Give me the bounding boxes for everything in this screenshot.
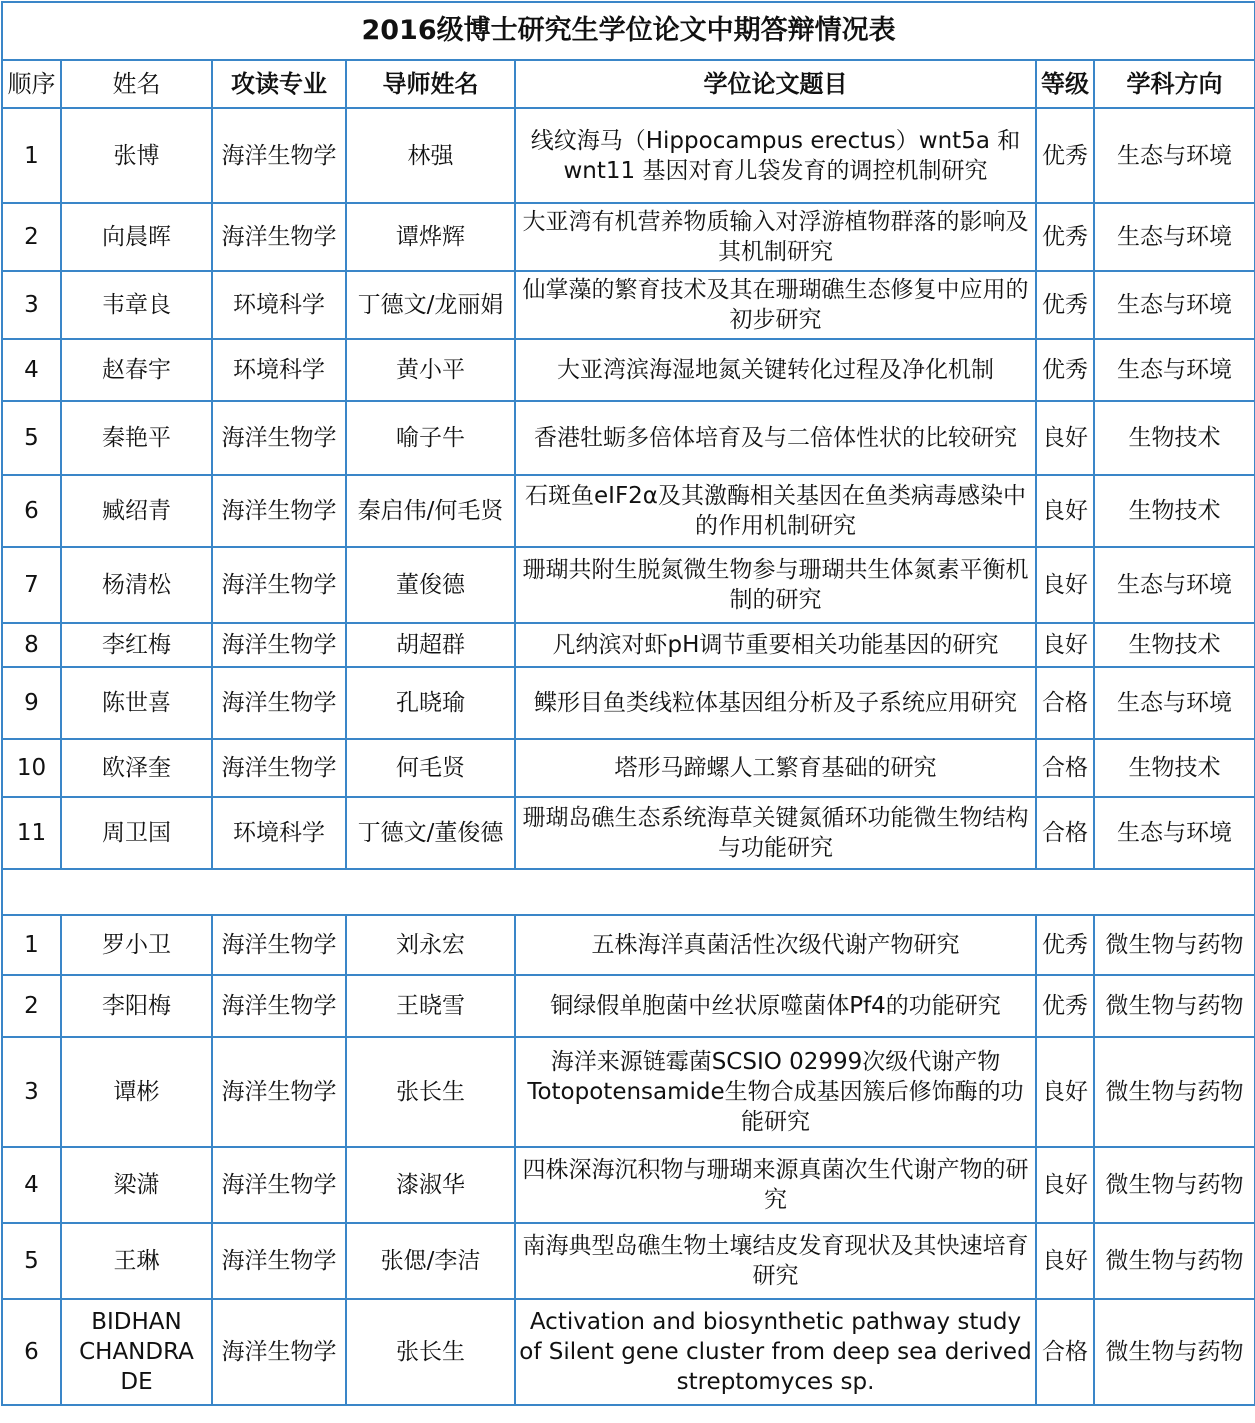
cell-no: 8 xyxy=(2,623,61,667)
table-row xyxy=(2,547,1255,623)
cell-grade: 良好 xyxy=(1036,1147,1094,1223)
cell-topic: 鲽形目鱼类线粒体基因组分析及子系统应用研究 xyxy=(515,667,1036,739)
cell-advisor: 黄小平 xyxy=(346,339,515,401)
group-separator xyxy=(2,869,1255,915)
cell-topic: 珊瑚共附生脱氮微生物参与珊瑚共生体氮素平衡机制的研究 xyxy=(515,547,1036,623)
table-row xyxy=(2,739,1255,797)
cell-name: 欧泽奎 xyxy=(61,739,212,797)
cell-advisor: 谭烨辉 xyxy=(346,203,515,271)
cell-field: 微生物与药物 xyxy=(1094,915,1255,975)
table-row xyxy=(2,1147,1255,1223)
cell-advisor: 林强 xyxy=(346,108,515,203)
cell-major: 海洋生物学 xyxy=(212,108,346,203)
cell-topic: 凡纳滨对虾pH调节重要相关功能基因的研究 xyxy=(515,623,1036,667)
cell-field: 生物技术 xyxy=(1094,739,1255,797)
cell-field: 生态与环境 xyxy=(1094,797,1255,869)
cell-advisor: 喻子牛 xyxy=(346,401,515,475)
header-topic: 学位论文题目 xyxy=(515,60,1036,108)
cell-grade: 优秀 xyxy=(1036,339,1094,401)
cell-grade: 良好 xyxy=(1036,1223,1094,1299)
cell-no: 10 xyxy=(2,739,61,797)
cell-grade: 良好 xyxy=(1036,401,1094,475)
table-row xyxy=(2,975,1255,1037)
cell-field: 生态与环境 xyxy=(1094,203,1255,271)
cell-advisor: 王晓雪 xyxy=(346,975,515,1037)
cell-major: 海洋生物学 xyxy=(212,915,346,975)
cell-name: 杨清松 xyxy=(61,547,212,623)
cell-major: 海洋生物学 xyxy=(212,547,346,623)
cell-advisor: 丁德文/董俊德 xyxy=(346,797,515,869)
cell-grade: 优秀 xyxy=(1036,203,1094,271)
cell-advisor: 董俊德 xyxy=(346,547,515,623)
header-advisor: 导师姓名 xyxy=(346,60,515,108)
header-major: 攻读专业 xyxy=(212,60,346,108)
separator-cell xyxy=(2,869,1255,915)
cell-no: 5 xyxy=(2,1223,61,1299)
cell-topic: 海洋来源链霉菌SCSIO 02999次级代谢产物Totopotensamide生物合成基因簇后修饰酶的功能研究 xyxy=(515,1037,1036,1147)
header-row xyxy=(2,60,1255,108)
cell-advisor: 张偲/李洁 xyxy=(346,1223,515,1299)
cell-topic: 珊瑚岛礁生态系统海草关键氮循环功能微生物结构与功能研究 xyxy=(515,797,1036,869)
cell-major: 海洋生物学 xyxy=(212,623,346,667)
cell-name: 赵春宇 xyxy=(61,339,212,401)
cell-grade: 良好 xyxy=(1036,623,1094,667)
cell-name: 陈世喜 xyxy=(61,667,212,739)
cell-major: 环境科学 xyxy=(212,339,346,401)
cell-no: 6 xyxy=(2,475,61,547)
cell-no: 1 xyxy=(2,108,61,203)
cell-name: 向晨晖 xyxy=(61,203,212,271)
cell-name: 臧绍青 xyxy=(61,475,212,547)
cell-grade: 良好 xyxy=(1036,475,1094,547)
cell-major: 海洋生物学 xyxy=(212,1147,346,1223)
cell-major: 海洋生物学 xyxy=(212,203,346,271)
cell-name: 李阳梅 xyxy=(61,975,212,1037)
table-row xyxy=(2,915,1255,975)
header-field: 学科方向 xyxy=(1094,60,1255,108)
cell-no: 9 xyxy=(2,667,61,739)
cell-advisor: 刘永宏 xyxy=(346,915,515,975)
cell-grade: 良好 xyxy=(1036,1037,1094,1147)
cell-field: 生态与环境 xyxy=(1094,271,1255,339)
table-row xyxy=(2,1299,1255,1405)
cell-field: 微生物与药物 xyxy=(1094,1037,1255,1147)
table-row xyxy=(2,475,1255,547)
cell-grade: 优秀 xyxy=(1036,271,1094,339)
cell-advisor: 秦启伟/何毛贤 xyxy=(346,475,515,547)
cell-major: 海洋生物学 xyxy=(212,1223,346,1299)
cell-name: 梁潇 xyxy=(61,1147,212,1223)
cell-field: 生态与环境 xyxy=(1094,339,1255,401)
cell-field: 生态与环境 xyxy=(1094,547,1255,623)
cell-name: 王琳 xyxy=(61,1223,212,1299)
cell-topic: 四株深海沉积物与珊瑚来源真菌次生代谢产物的研究 xyxy=(515,1147,1036,1223)
cell-no: 1 xyxy=(2,915,61,975)
cell-topic: 大亚湾有机营养物质输入对浮游植物群落的影响及其机制研究 xyxy=(515,203,1036,271)
cell-field: 微生物与药物 xyxy=(1094,1299,1255,1405)
cell-field: 生物技术 xyxy=(1094,623,1255,667)
cell-grade: 良好 xyxy=(1036,547,1094,623)
cell-grade: 合格 xyxy=(1036,1299,1094,1405)
table-row xyxy=(2,401,1255,475)
cell-no: 7 xyxy=(2,547,61,623)
cell-grade: 合格 xyxy=(1036,739,1094,797)
cell-field: 生物技术 xyxy=(1094,475,1255,547)
cell-no: 11 xyxy=(2,797,61,869)
cell-no: 4 xyxy=(2,1147,61,1223)
table-row xyxy=(2,339,1255,401)
cell-grade: 优秀 xyxy=(1036,975,1094,1037)
cell-major: 海洋生物学 xyxy=(212,1037,346,1147)
cell-name: 韦章良 xyxy=(61,271,212,339)
cell-advisor: 何毛贤 xyxy=(346,739,515,797)
cell-no: 3 xyxy=(2,271,61,339)
cell-topic: 南海典型岛礁生物土壤结皮发育现状及其快速培育研究 xyxy=(515,1223,1036,1299)
thesis-defense-table xyxy=(1,1,1255,1406)
cell-major: 环境科学 xyxy=(212,271,346,339)
cell-advisor: 漆淑华 xyxy=(346,1147,515,1223)
cell-no: 6 xyxy=(2,1299,61,1405)
cell-major: 海洋生物学 xyxy=(212,475,346,547)
table-row xyxy=(2,1037,1255,1147)
cell-name: BIDHAN CHANDRA DE xyxy=(61,1299,212,1405)
cell-topic: 大亚湾滨海湿地氮关键转化过程及净化机制 xyxy=(515,339,1036,401)
cell-topic: 仙掌藻的繁育技术及其在珊瑚礁生态修复中应用的初步研究 xyxy=(515,271,1036,339)
cell-name: 罗小卫 xyxy=(61,915,212,975)
cell-topic: 线纹海马（Hippocampus erectus）wnt5a 和 wnt11 基因对育儿袋发育的调控机制研究 xyxy=(515,108,1036,203)
cell-no: 2 xyxy=(2,203,61,271)
cell-no: 3 xyxy=(2,1037,61,1147)
cell-advisor: 张长生 xyxy=(346,1037,515,1147)
cell-grade: 合格 xyxy=(1036,797,1094,869)
cell-grade: 合格 xyxy=(1036,667,1094,739)
cell-topic: 五株海洋真菌活性次级代谢产物研究 xyxy=(515,915,1036,975)
page-title: 2016级博士研究生学位论文中期答辩情况表 xyxy=(2,2,1255,60)
cell-field: 微生物与药物 xyxy=(1094,1147,1255,1223)
table-row xyxy=(2,623,1255,667)
cell-major: 海洋生物学 xyxy=(212,1299,346,1405)
cell-topic: 石斑鱼eIF2α及其激酶相关基因在鱼类病毒感染中的作用机制研究 xyxy=(515,475,1036,547)
cell-field: 生态与环境 xyxy=(1094,667,1255,739)
cell-advisor: 丁德文/龙丽娟 xyxy=(346,271,515,339)
table-row xyxy=(2,1223,1255,1299)
cell-no: 5 xyxy=(2,401,61,475)
cell-topic: Activation and biosynthetic pathway study of Silent gene cluster from deep sea derived streptomyces sp. xyxy=(515,1299,1036,1405)
cell-advisor: 胡超群 xyxy=(346,623,515,667)
cell-major: 海洋生物学 xyxy=(212,975,346,1037)
cell-advisor: 张长生 xyxy=(346,1299,515,1405)
cell-name: 秦艳平 xyxy=(61,401,212,475)
table-row xyxy=(2,271,1255,339)
cell-major: 海洋生物学 xyxy=(212,401,346,475)
cell-field: 生态与环境 xyxy=(1094,108,1255,203)
cell-advisor: 孔晓瑜 xyxy=(346,667,515,739)
header-name: 姓名 xyxy=(61,60,212,108)
table-row xyxy=(2,797,1255,869)
cell-name: 李红梅 xyxy=(61,623,212,667)
cell-grade: 优秀 xyxy=(1036,915,1094,975)
table-row xyxy=(2,667,1255,739)
cell-name: 谭彬 xyxy=(61,1037,212,1147)
cell-topic: 塔形马蹄螺人工繁育基础的研究 xyxy=(515,739,1036,797)
table-row xyxy=(2,108,1255,203)
table-row xyxy=(2,203,1255,271)
cell-topic: 香港牡蛎多倍体培育及与二倍体性状的比较研究 xyxy=(515,401,1036,475)
header-grade: 等级 xyxy=(1036,60,1094,108)
cell-no: 2 xyxy=(2,975,61,1037)
cell-major: 环境科学 xyxy=(212,797,346,869)
cell-major: 海洋生物学 xyxy=(212,739,346,797)
cell-major: 海洋生物学 xyxy=(212,667,346,739)
cell-field: 生物技术 xyxy=(1094,401,1255,475)
cell-topic: 铜绿假单胞菌中丝状原噬菌体Pf4的功能研究 xyxy=(515,975,1036,1037)
header-no: 顺序 xyxy=(2,60,61,108)
cell-grade: 优秀 xyxy=(1036,108,1094,203)
cell-field: 微生物与药物 xyxy=(1094,1223,1255,1299)
cell-field: 微生物与药物 xyxy=(1094,975,1255,1037)
cell-name: 周卫国 xyxy=(61,797,212,869)
cell-name: 张博 xyxy=(61,108,212,203)
cell-no: 4 xyxy=(2,339,61,401)
